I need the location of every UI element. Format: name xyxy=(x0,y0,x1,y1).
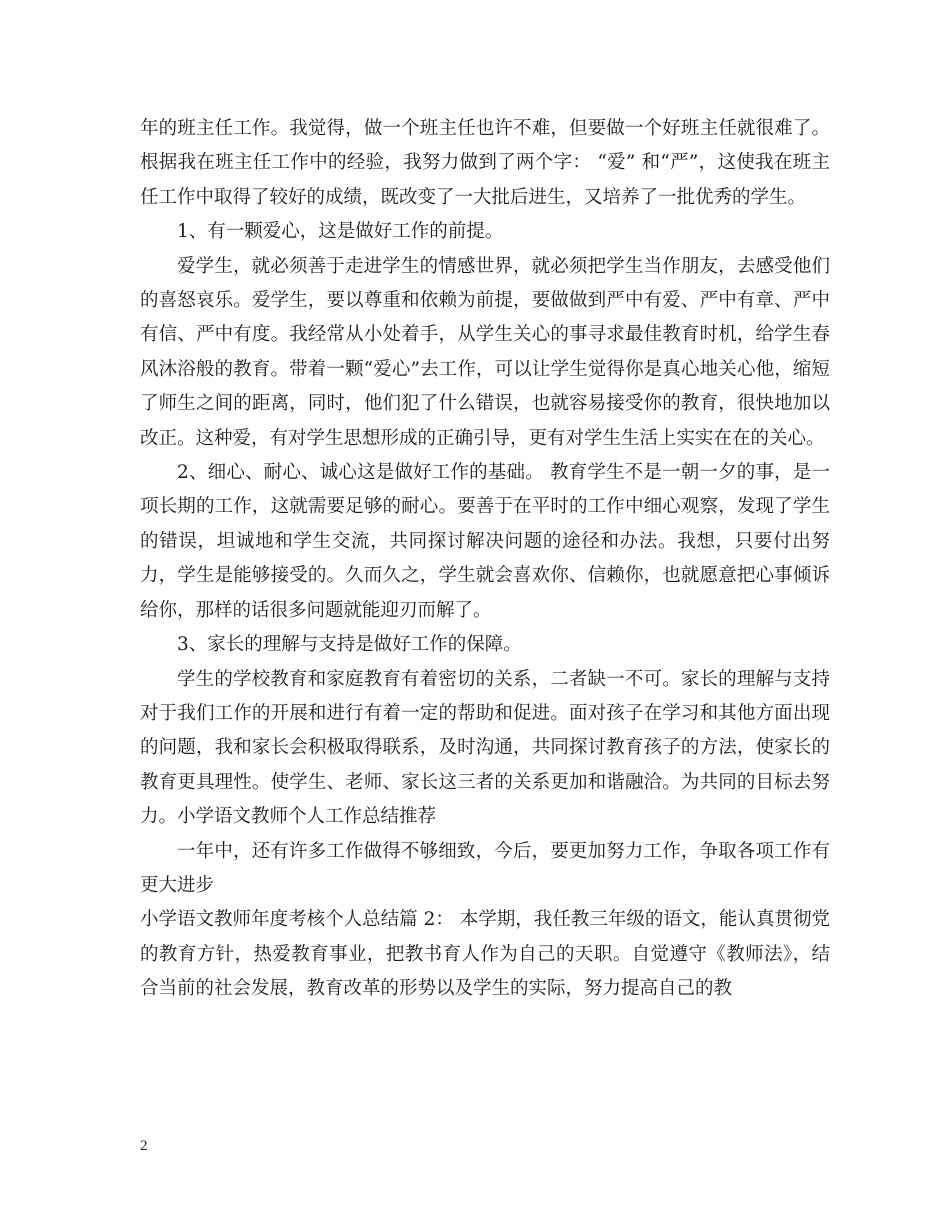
paragraph-year-summary: 一年中，还有许多工作做得不够细致，今后，要更加努力工作，争取各项工作有更大进步 xyxy=(140,840,830,896)
heading-item-2: 2、细心、耐心、诚心这是做好工作的基础。 教育学生不是一朝一夕的事，是一项长期的工作，这就需要足够的耐心。要善于在平时的工作中细心观察，发现了学生的错误，坦诚地和学生交流，共同探讨解决问题的途径和办法。我想，只要付出努力，学生是能够接受的。久而久之，学生就会喜欢你、信赖你，也就愿意把心事倾诉给你，那样的话很多问题就能迎刃而解了。 xyxy=(140,462,830,621)
paragraph-love-students: 爱学生，就必须善于走进学生的情感世界，就必须把学生当作朋友，去感受他们的喜怒哀乐。爱学生，要以尊重和依赖为前提，要做做到严中有爱、严中有章、严中有信、严中有度。我经常从小处着手，从学生关心的事寻求最佳教育时机，给学生春风沐浴般的教育。带着一颗“爱心”去工作，可以让学生觉得你是真心地关心他，缩短了师生之间的距离，同时，他们犯了什么错误，也就容易接受你的教育，很快地加以改正。这种爱，有对学生思想形成的正确引导，更有对学生生活上实实在在的关心。 xyxy=(140,255,830,449)
page-number: 2 xyxy=(140,1138,148,1154)
heading-item-1: 1、有一颗爱心，这是做好工作的前提。 xyxy=(177,221,504,243)
document-body xyxy=(140,112,830,1007)
heading-item-3: 3、家长的理解与支持是做好工作的保障。 xyxy=(177,634,522,656)
paragraph-article-2: 小学语文教师年度考核个人总结篇 2： 本学期，我任教三年级的语文，能认真贯彻党的教育方针，热爱教育事业，把教书育人作为自己的天职。自觉遵守《教师法》，结合当前的社会发展，教育改革的形势以及学生的实际，努力提高自己的教 xyxy=(140,909,830,1000)
paragraph-family-education: 学生的学校教育和家庭教育有着密切的关系，二者缺一不可。家长的理解与支持对于我们工作的开展和进行有着一定的帮助和促进。面对孩子在学习和其他方面出现的问题，我和家长会积极取得联系，及时沟通，共同探讨教育孩子的方法，使家长的教育更具理性。使学生、老师、家长这三者的关系更加和谐融洽。为共同的目标去努力。小学语文教师个人工作总结推荐 xyxy=(140,668,830,828)
paragraph-intro: 年的班主任工作。我觉得，做一个班主任也许不难，但要做一个好班主任就很难了。根据我在班主任工作中的经验，我努力做到了两个字： “爱” 和“严”，这使我在班主任工作中取得了较好的成绩，既改变了一大批后进生，又培养了一批优秀的学生。 xyxy=(140,118,830,208)
